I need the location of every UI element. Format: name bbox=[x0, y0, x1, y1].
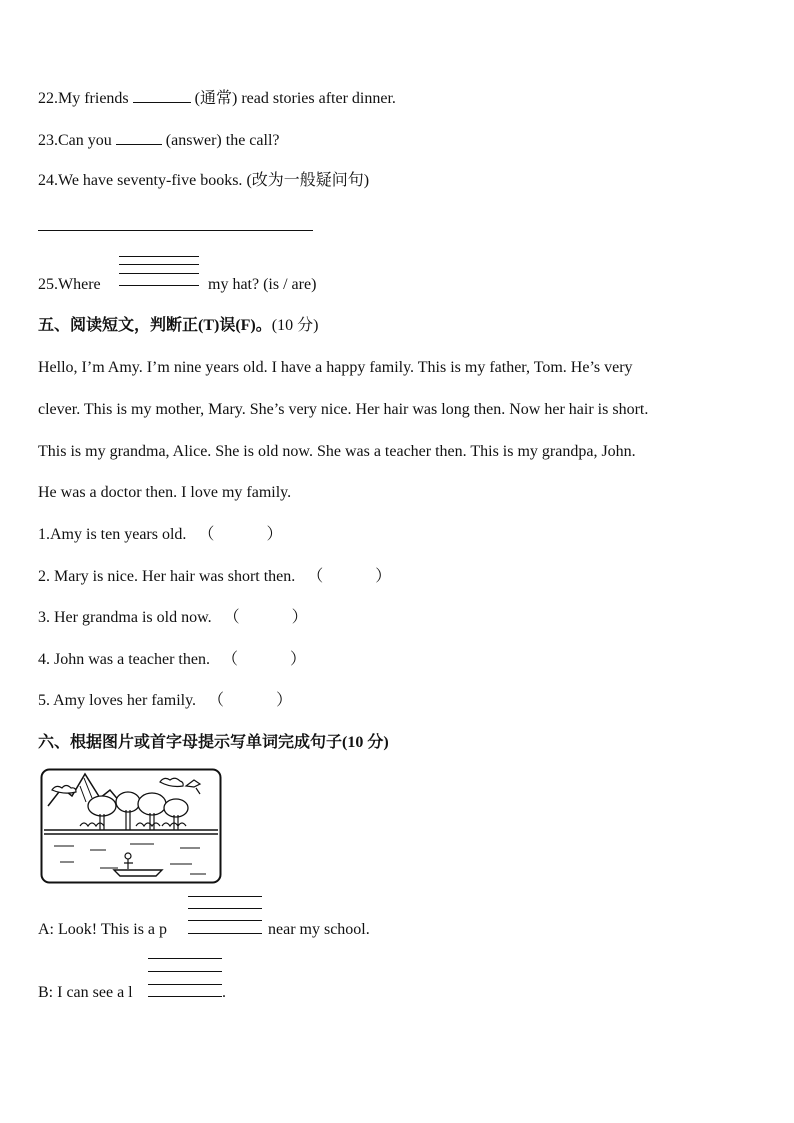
section-title-text: 五、阅读短文，判断正(T)误(F)。 bbox=[38, 317, 272, 334]
question-text-after: my hat? (is / are) bbox=[208, 276, 317, 293]
statement-text: 3. Her grandma is old now. bbox=[38, 609, 212, 626]
question-text-before: My friends bbox=[58, 90, 129, 107]
statement-text: 5. Amy loves her family. bbox=[38, 692, 197, 709]
section-5-title bbox=[38, 316, 318, 336]
question-number: 22. bbox=[38, 90, 58, 107]
question-text-before: Where bbox=[58, 276, 101, 293]
question-24 bbox=[38, 171, 369, 191]
sentence-text-before: B: I can see a l bbox=[38, 984, 133, 1001]
answer-paren-open: （ bbox=[221, 651, 238, 668]
statement-1 bbox=[38, 525, 282, 545]
answer-line[interactable] bbox=[38, 230, 313, 231]
question-25 bbox=[38, 275, 101, 295]
question-22 bbox=[38, 88, 396, 109]
question-text-after: (通常) read stories after dinner. bbox=[194, 90, 396, 107]
passage-line: He was a doctor then. I love my family. bbox=[38, 484, 292, 501]
statement-5 bbox=[38, 691, 292, 711]
passage-line: Hello, I’m Amy. I’m nine years old. I have a happy family. This is my father, Tom. He’s very bbox=[38, 359, 633, 376]
statement-text: 2. Mary is nice. Her hair was short then. bbox=[38, 568, 296, 585]
question-number: 23. bbox=[38, 132, 58, 149]
question-text-before: Can you bbox=[58, 132, 112, 149]
section-points: (10 分) bbox=[271, 317, 319, 334]
answer-paren-open: （ bbox=[307, 568, 324, 585]
statement-4 bbox=[38, 650, 306, 670]
sentence-b bbox=[38, 983, 133, 1003]
statement-text: 1.Amy is ten years old. bbox=[38, 526, 187, 543]
answer-blank[interactable] bbox=[133, 88, 191, 103]
question-25-after bbox=[208, 275, 316, 295]
passage-line: clever. This is my mother, Mary. She’s very nice. Her hair was long then. Now her hair is short. bbox=[38, 401, 649, 418]
statement-3 bbox=[38, 608, 308, 628]
answer-paren-close: ） bbox=[291, 609, 308, 626]
question-number: 24. bbox=[38, 172, 58, 189]
question-text-before: We have seventy-five books. bbox=[58, 172, 243, 189]
statement-text: 4. John was a teacher then. bbox=[38, 651, 210, 668]
sentence-text-after: . bbox=[222, 984, 226, 1001]
sentence-a-after bbox=[268, 920, 370, 940]
question-text-after: (answer) the call? bbox=[165, 132, 280, 149]
answer-paren-open: （ bbox=[223, 609, 240, 626]
section-title-text: 六、根据图片或首字母提示写单词完成句子 bbox=[38, 734, 343, 751]
question-number: 25. bbox=[38, 276, 58, 293]
answer-paren-close: ） bbox=[289, 651, 306, 668]
answer-paren-close: ） bbox=[266, 526, 283, 543]
answer-paren-open: （ bbox=[208, 692, 225, 709]
section-6-title bbox=[38, 733, 389, 753]
question-23 bbox=[38, 130, 280, 151]
section-points: (10 分) bbox=[342, 734, 389, 751]
answer-paren-open: （ bbox=[198, 526, 215, 543]
sentence-text-before: A: Look! This is a p bbox=[38, 921, 168, 938]
question-text-after: (改为一般疑问句) bbox=[246, 172, 370, 189]
answer-blank[interactable] bbox=[116, 130, 162, 145]
answer-paren-close: ） bbox=[375, 568, 392, 585]
answer-paren-close: ） bbox=[276, 692, 293, 709]
park-lake-illustration bbox=[40, 768, 222, 884]
sentence-a bbox=[38, 920, 167, 940]
sentence-b-after bbox=[222, 983, 226, 1003]
statement-2 bbox=[38, 567, 391, 587]
passage-line: This is my grandma, Alice. She is old now. She was a teacher then. This is my grandpa, John. bbox=[38, 443, 636, 460]
sentence-text-after: near my school. bbox=[268, 921, 370, 938]
